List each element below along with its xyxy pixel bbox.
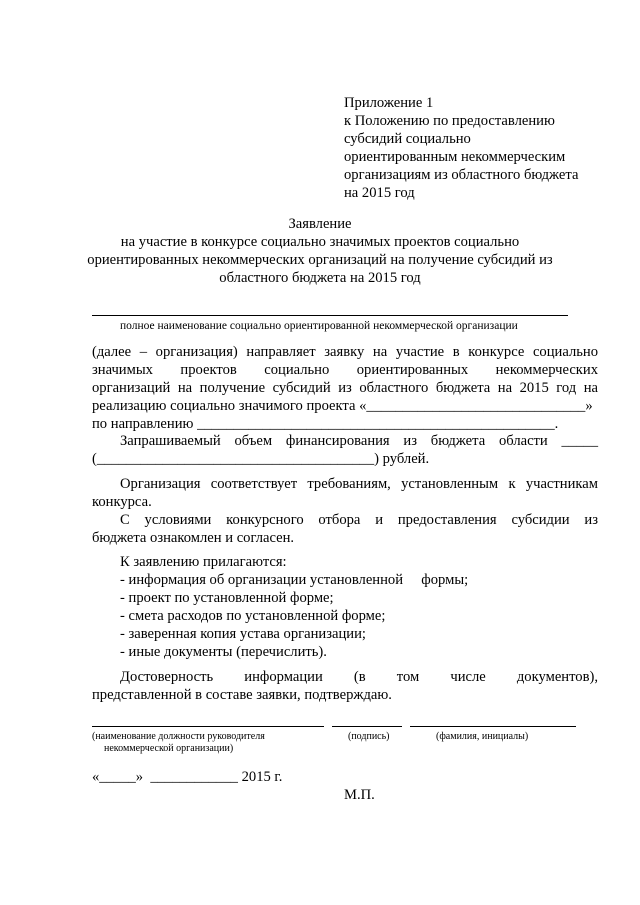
- list-item: - заверенная копия устава организации;: [120, 626, 366, 642]
- title-line: на участие в конкурсе социально значимых проектов социально: [120, 234, 520, 250]
- date-month-field[interactable]: ____________: [150, 769, 238, 785]
- date-open-quote: «: [92, 769, 100, 785]
- body-line: С условиями конкурсного отбора и предоставления субсидии из: [120, 512, 598, 528]
- appendix-line: субсидий социально: [344, 131, 471, 147]
- funding-amount-line[interactable]: Запрашиваемый объем финансирования из бюджета области _____: [120, 433, 598, 449]
- appendix-line: организациям из областного бюджета: [344, 167, 579, 183]
- body-line: Достоверность информации (в том числе документов),: [120, 669, 598, 685]
- list-item: - смета расходов по установленной форме;: [120, 608, 386, 624]
- signature-caption: (подпись): [348, 731, 390, 742]
- position-field[interactable]: [92, 726, 324, 727]
- appendix-line: Приложение 1: [344, 95, 434, 111]
- direction-line[interactable]: по направлению _________________________________________________.: [92, 416, 559, 432]
- project-name-field[interactable]: ______________________________: [366, 398, 586, 414]
- position-caption: некоммерческой организации): [104, 743, 234, 754]
- body-line: Организация соответствует требованиям, установленным к участникам: [120, 476, 598, 492]
- list-item: - проект по установленной форме;: [120, 590, 334, 606]
- project-name-line: [92, 397, 598, 415]
- list-item: - иные документы (перечислить).: [120, 644, 327, 660]
- date-day-field[interactable]: _____: [99, 769, 136, 785]
- org-name-field[interactable]: [92, 315, 568, 316]
- body-line: представленной в составе заявки, подтверждаю.: [92, 687, 392, 703]
- funding-amount-words-line[interactable]: (______________________________________) рублей.: [92, 451, 430, 467]
- name-caption: (фамилия, инициалы): [436, 731, 529, 742]
- body-line: (далее – организация) направляет заявку на участие в конкурсе социально: [92, 344, 598, 360]
- appendix-line: ориентированным некоммерческим: [344, 149, 566, 165]
- title-heading: Заявление: [288, 216, 352, 232]
- project-close-quote: »: [585, 398, 593, 414]
- date-close-quote: »: [135, 769, 144, 785]
- appendix-line: на 2015 год: [344, 185, 415, 201]
- attachments-intro: К заявлению прилагаются:: [120, 554, 287, 570]
- signature-field[interactable]: [332, 726, 402, 727]
- org-name-caption: полное наименование социально ориентированной некоммерческой организации: [120, 320, 518, 332]
- list-item: - информация об организации установленной формы;: [120, 572, 469, 588]
- appendix-line: к Положению по предоставлению: [344, 113, 555, 129]
- body-line: бюджета ознакомлен и согласен.: [92, 530, 295, 546]
- stamp-label: М.П.: [344, 787, 375, 803]
- project-label: реализацию социально значимого проекта «: [92, 398, 367, 414]
- date-year: 2015 г.: [241, 769, 283, 785]
- body-line: значимых проектов социально ориентированных некоммерческих: [92, 362, 598, 378]
- date-line: [92, 768, 282, 786]
- title-line: областного бюджета на 2015 год: [219, 270, 421, 286]
- position-caption: (наименование должности руководителя: [92, 731, 265, 742]
- full-name-field[interactable]: [410, 726, 576, 727]
- body-line: организаций на получение субсидий из областного бюджета на 2015 год на: [92, 380, 598, 396]
- body-line: конкурса.: [92, 494, 152, 510]
- title-line: ориентированных некоммерческих организаций на получение субсидий из: [87, 252, 553, 268]
